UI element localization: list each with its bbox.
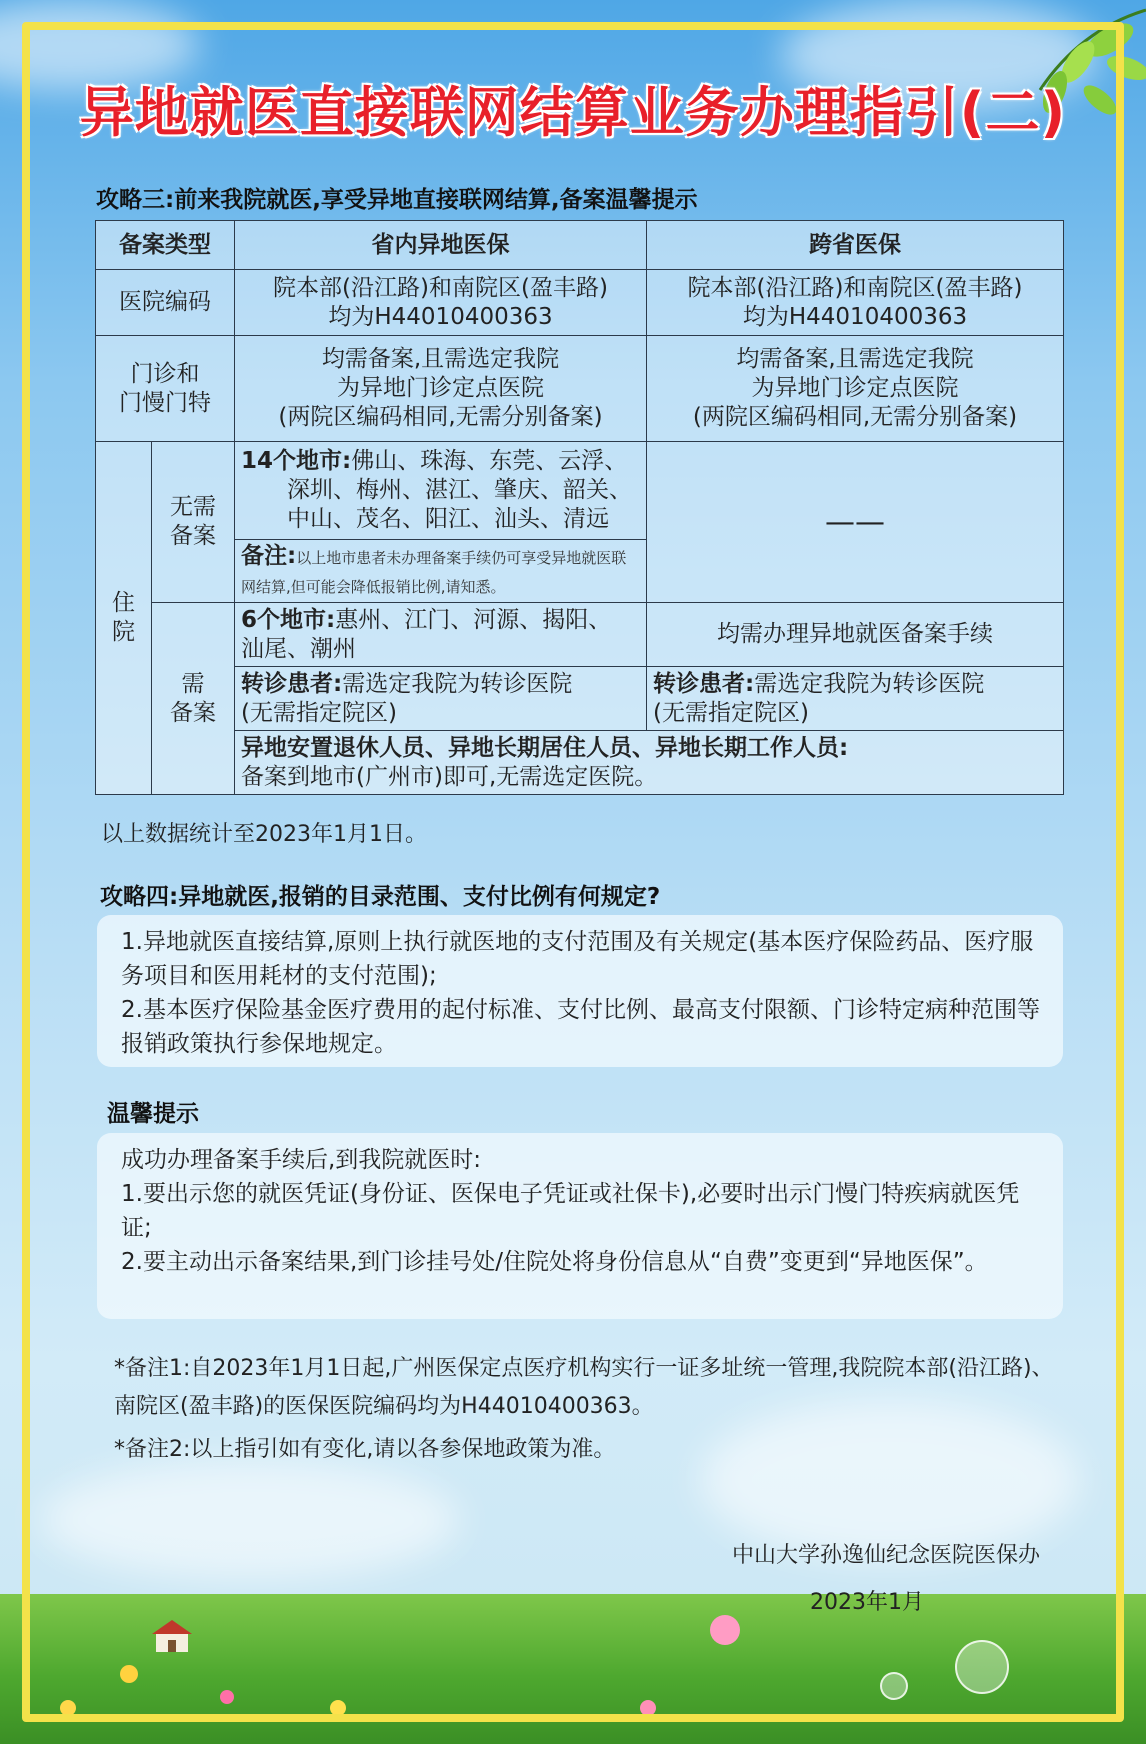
need-filing-cities-line: 惠州、江门、河源、揭阳、 [335,606,612,633]
cross-code-line: 院本部(沿江路)和南院区(盈丰路) [687,274,1023,301]
no-filing-remark-title: 备注: [241,543,297,569]
cell-cross-outpatient [647,336,1064,442]
tips-heading: 温馨提示 [107,1101,199,1127]
issuer-name: 中山大学孙逸仙纪念医院医保办 [731,1543,1040,1568]
retiree-text: 备案到地市(广州市)即可,无需选定医院。 [241,763,658,790]
no-filing-cities-line: 佛山、珠海、东莞、云浮、 [351,448,628,474]
header-filing-type: 备案类型 [96,221,235,270]
transfer-text: 需选定我院为转诊医院 [342,670,573,697]
section4-item: 1.异地就医直接结算,原则上执行就医地的支付范围及有关规定(基本医疗保险药品、医疗服务项目和医用耗材的支付范围); [121,929,1034,989]
header-provincial: 省内异地医保 [235,221,647,270]
cell-provincial-outpatient [235,336,647,442]
cell-cross-need-filing: 均需办理异地就医备案手续 [647,603,1064,667]
cell-cross-no-filing: —— [647,442,1064,603]
need-filing-label-line: 备案 [170,699,216,726]
cross-outpatient-line: 为异地门诊定点医院 [751,375,959,401]
transfer-title: 转诊患者: [241,670,343,697]
no-filing-cities-line: 中山、茂名、阳江、汕头、清远 [287,506,609,532]
cell-provincial-code [235,270,647,336]
transfer-note: (无需指定院区) [653,699,809,726]
cell-provincial-transfer [235,667,647,731]
cell-need-filing-cities [235,603,647,667]
row-label-hospital-code: 医院编码 [96,270,235,336]
cell-cross-code [647,270,1064,336]
transfer-text: 需选定我院为转诊医院 [754,670,985,697]
section3-heading: 攻略三:前来我院就医,享受异地直接联网结算,备案温馨提示 [96,187,698,213]
row-label-outpatient [96,336,235,442]
row-label-no-filing [152,442,235,603]
tips-box [97,1133,1063,1319]
transfer-note: (无需指定院区) [241,699,397,726]
footnote-2: *备注2:以上指引如有变化,请以各参保地政策为准。 [114,1437,616,1462]
no-filing-remark-text: 以上地市患者未办理备案手续仍可享受异地就医联网结算,但可能会降低报销比例,请知悉。 [241,549,627,596]
need-filing-cities-title: 6个地市: [241,606,336,633]
stat-note: 以上数据统计至2023年1月1日。 [101,822,427,847]
provincial-outpatient-line: 均需备案,且需选定我院 [321,346,560,372]
row-label-inpatient [96,442,152,795]
outpatient-label-line: 门慢门特 [119,389,211,416]
no-filing-label-line: 备案 [170,523,216,549]
cross-code-line: 均为H44010400363 [742,303,968,330]
provincial-outpatient-line: 为异地门诊定点医院 [337,375,544,401]
inpatient-label-line: 住 [112,590,135,616]
section4-item: 2.基本医疗保险基金医疗费用的起付标准、支付比例、最高支付限额、门诊特定病种范围等报销政策执行参保地规定。 [121,997,1040,1057]
page-title: 异地就医直接联网结算业务办理指引(二) [79,81,1067,144]
tips-item: 2.要主动出示备案结果,到门诊挂号处/住院处将身份信息从“自费”变更到“异地医保”。 [121,1249,988,1275]
header-cross-province: 跨省医保 [647,221,1064,270]
retiree-title: 异地安置退休人员、异地长期居住人员、异地长期工作人员: [241,734,849,761]
filing-guide-table [95,220,1064,795]
inpatient-label-line: 院 [112,619,135,645]
issue-date: 2023年1月 [810,1590,924,1615]
cell-no-filing-cities [235,442,647,540]
no-filing-cities-title: 14个地市: [241,448,352,474]
row-label-need-filing [152,603,235,795]
provincial-code-line: 院本部(沿江路)和南院区(盈丰路) [273,274,608,301]
need-filing-label-line: 需 [181,670,205,697]
section4-heading: 攻略四:异地就医,报销的目录范围、支付比例有何规定? [100,884,661,910]
cell-retiree [235,731,1064,795]
provincial-code-line: 均为H44010400363 [328,303,553,330]
tips-intro: 成功办理备案手续后,到我院就医时: [121,1147,482,1173]
cross-outpatient-line: (两院区编码相同,无需分别备案) [692,404,1018,430]
need-filing-cities-line: 汕尾、潮州 [241,635,356,662]
cell-cross-transfer [647,667,1064,731]
transfer-title: 转诊患者: [653,670,755,697]
outpatient-label-line: 门诊和 [130,360,200,387]
provincial-outpatient-line: (两院区编码相同,无需分别备案) [278,404,603,430]
no-filing-label-line: 无需 [170,494,216,520]
footnote-1: *备注1:自2023年1月1日起,广州医保定点医疗机构实行一证多址统一管理,我院院本部(沿江路)、南院区(盈丰路)的医保医院编码均为H44010400363。 [114,1356,1054,1419]
cell-no-filing-remark [235,540,647,603]
no-filing-cities-line: 深圳、梅州、湛江、肇庆、韶关、 [287,477,632,503]
section4-box [97,915,1063,1067]
cross-outpatient-line: 均需备案,且需选定我院 [736,346,974,372]
tips-item: 1.要出示您的就医凭证(身份证、医保电子凭证或社保卡),必要时出示门慢门特疾病就医凭证; [121,1181,1020,1241]
